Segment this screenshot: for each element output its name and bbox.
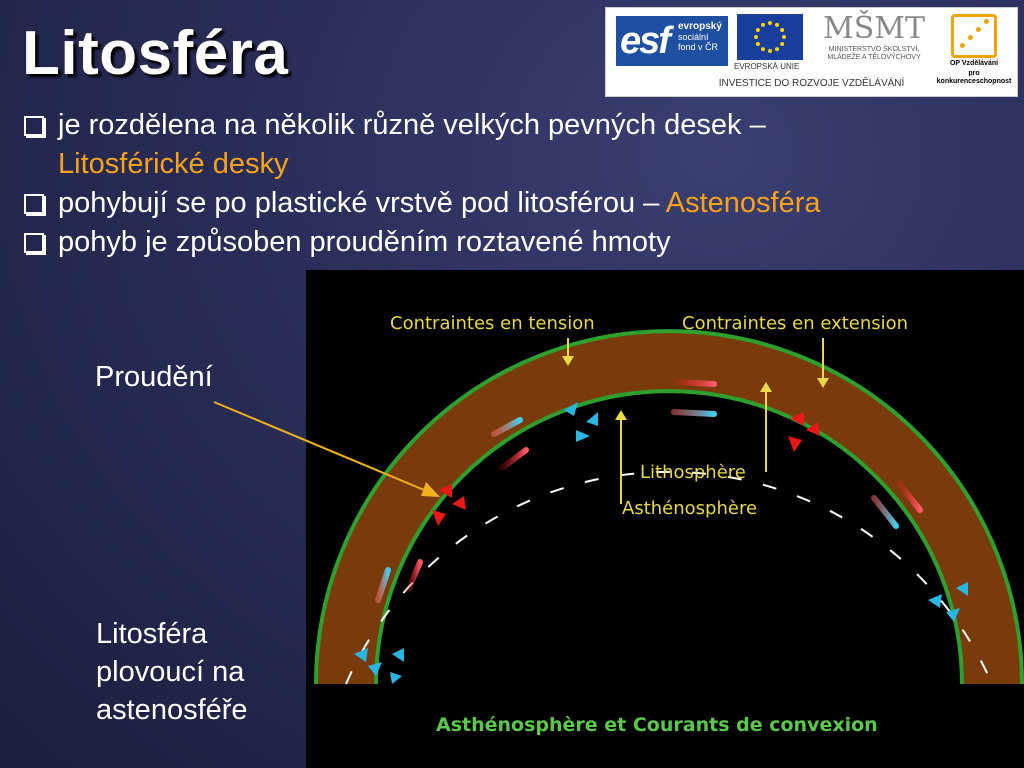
msmt-mark: MŠMT (823, 11, 925, 46)
lithosphere-note-line: Litosféra (96, 618, 208, 650)
esf-line-2: sociální (678, 32, 709, 42)
label-extension: Contraintes en extension (682, 313, 909, 334)
convection-diagram (306, 270, 1024, 768)
esf-logo-mark: esf (620, 20, 669, 62)
flow-arrow (674, 412, 714, 414)
flow-note: Proudění (95, 361, 213, 393)
bullet-text: pohybují se po plastické vrstvě pod litosférou – (58, 187, 660, 219)
logo-tagline: INVESTICE DO ROZVOJE VZDĚLÁVÁNÍ (718, 78, 905, 89)
op-line-1: OP Vzdělávání (949, 60, 999, 67)
eu-star-icon (780, 28, 784, 32)
esf-line-3: fond v ČR (678, 42, 719, 52)
eu-star-icon (761, 23, 765, 27)
flow-arrow (502, 450, 526, 468)
eu-star-icon (780, 42, 784, 46)
cold-cell-marker (564, 402, 598, 442)
bullet-highlight: Astenosféra (665, 187, 821, 219)
esf-logo (616, 16, 728, 66)
eu-star-icon (768, 49, 772, 53)
eu-star-icon (761, 47, 765, 51)
op-line-2: pro konkurenceschopnost (936, 70, 1012, 85)
slide-title: Litosféra (22, 19, 289, 88)
flow-arrow (408, 562, 420, 590)
op-logo-icon (951, 14, 997, 58)
label-tension: Contraintes en tension (390, 313, 595, 334)
bullet-text: pohyb je způsoben prouděním roztavené hmoty (58, 226, 671, 258)
eu-star-icon (768, 21, 772, 25)
esf-line-1: evropský (678, 21, 722, 32)
bullet-text: je rozdělena na několik různě velkých pevných desek – (58, 109, 766, 141)
lithosphere-note-line: astenosféře (96, 694, 248, 726)
eu-flag-icon (737, 14, 803, 60)
esf-logo-text (678, 22, 722, 52)
eu-star-icon (782, 35, 786, 39)
flow-arrow (874, 498, 896, 526)
eu-star-icon (756, 28, 760, 32)
msmt-line-1: MINISTERSTVO ŠKOLSTVÍ, (828, 46, 920, 53)
lithosphere-note (96, 615, 296, 729)
bullet-item (22, 184, 1012, 223)
bullet-item (22, 223, 1012, 262)
bullet-list (22, 106, 1012, 262)
asthenosphere-arrowhead-icon (615, 410, 627, 420)
eu-star-icon (754, 35, 758, 39)
funding-logo-bar (605, 7, 1018, 97)
bullet-highlight: Litosférické desky (58, 148, 289, 180)
diagram-caption: Asthénosphère et Courants de convexion (436, 714, 878, 736)
msmt-logo (818, 12, 930, 72)
lithosphere-note-line: plovoucí na (96, 656, 245, 688)
checkbox-bullet-icon (24, 116, 44, 136)
op-logo (936, 14, 1012, 85)
eu-star-icon (775, 47, 779, 51)
eu-caption: EVROPSKÁ UNIE (734, 62, 800, 71)
checkbox-bullet-icon (24, 194, 44, 214)
eu-star-icon (775, 23, 779, 27)
eu-star-icon (756, 42, 760, 46)
checkbox-bullet-icon (24, 233, 44, 253)
bullet-item (22, 106, 1012, 184)
flow-arrow (676, 382, 714, 384)
label-asthenosphere: Asthénosphère (622, 498, 758, 519)
msmt-line-2: MLÁDEŽE A TĚLOVÝCHOVY (827, 54, 921, 61)
label-lithosphere: Lithosphère (640, 462, 746, 483)
